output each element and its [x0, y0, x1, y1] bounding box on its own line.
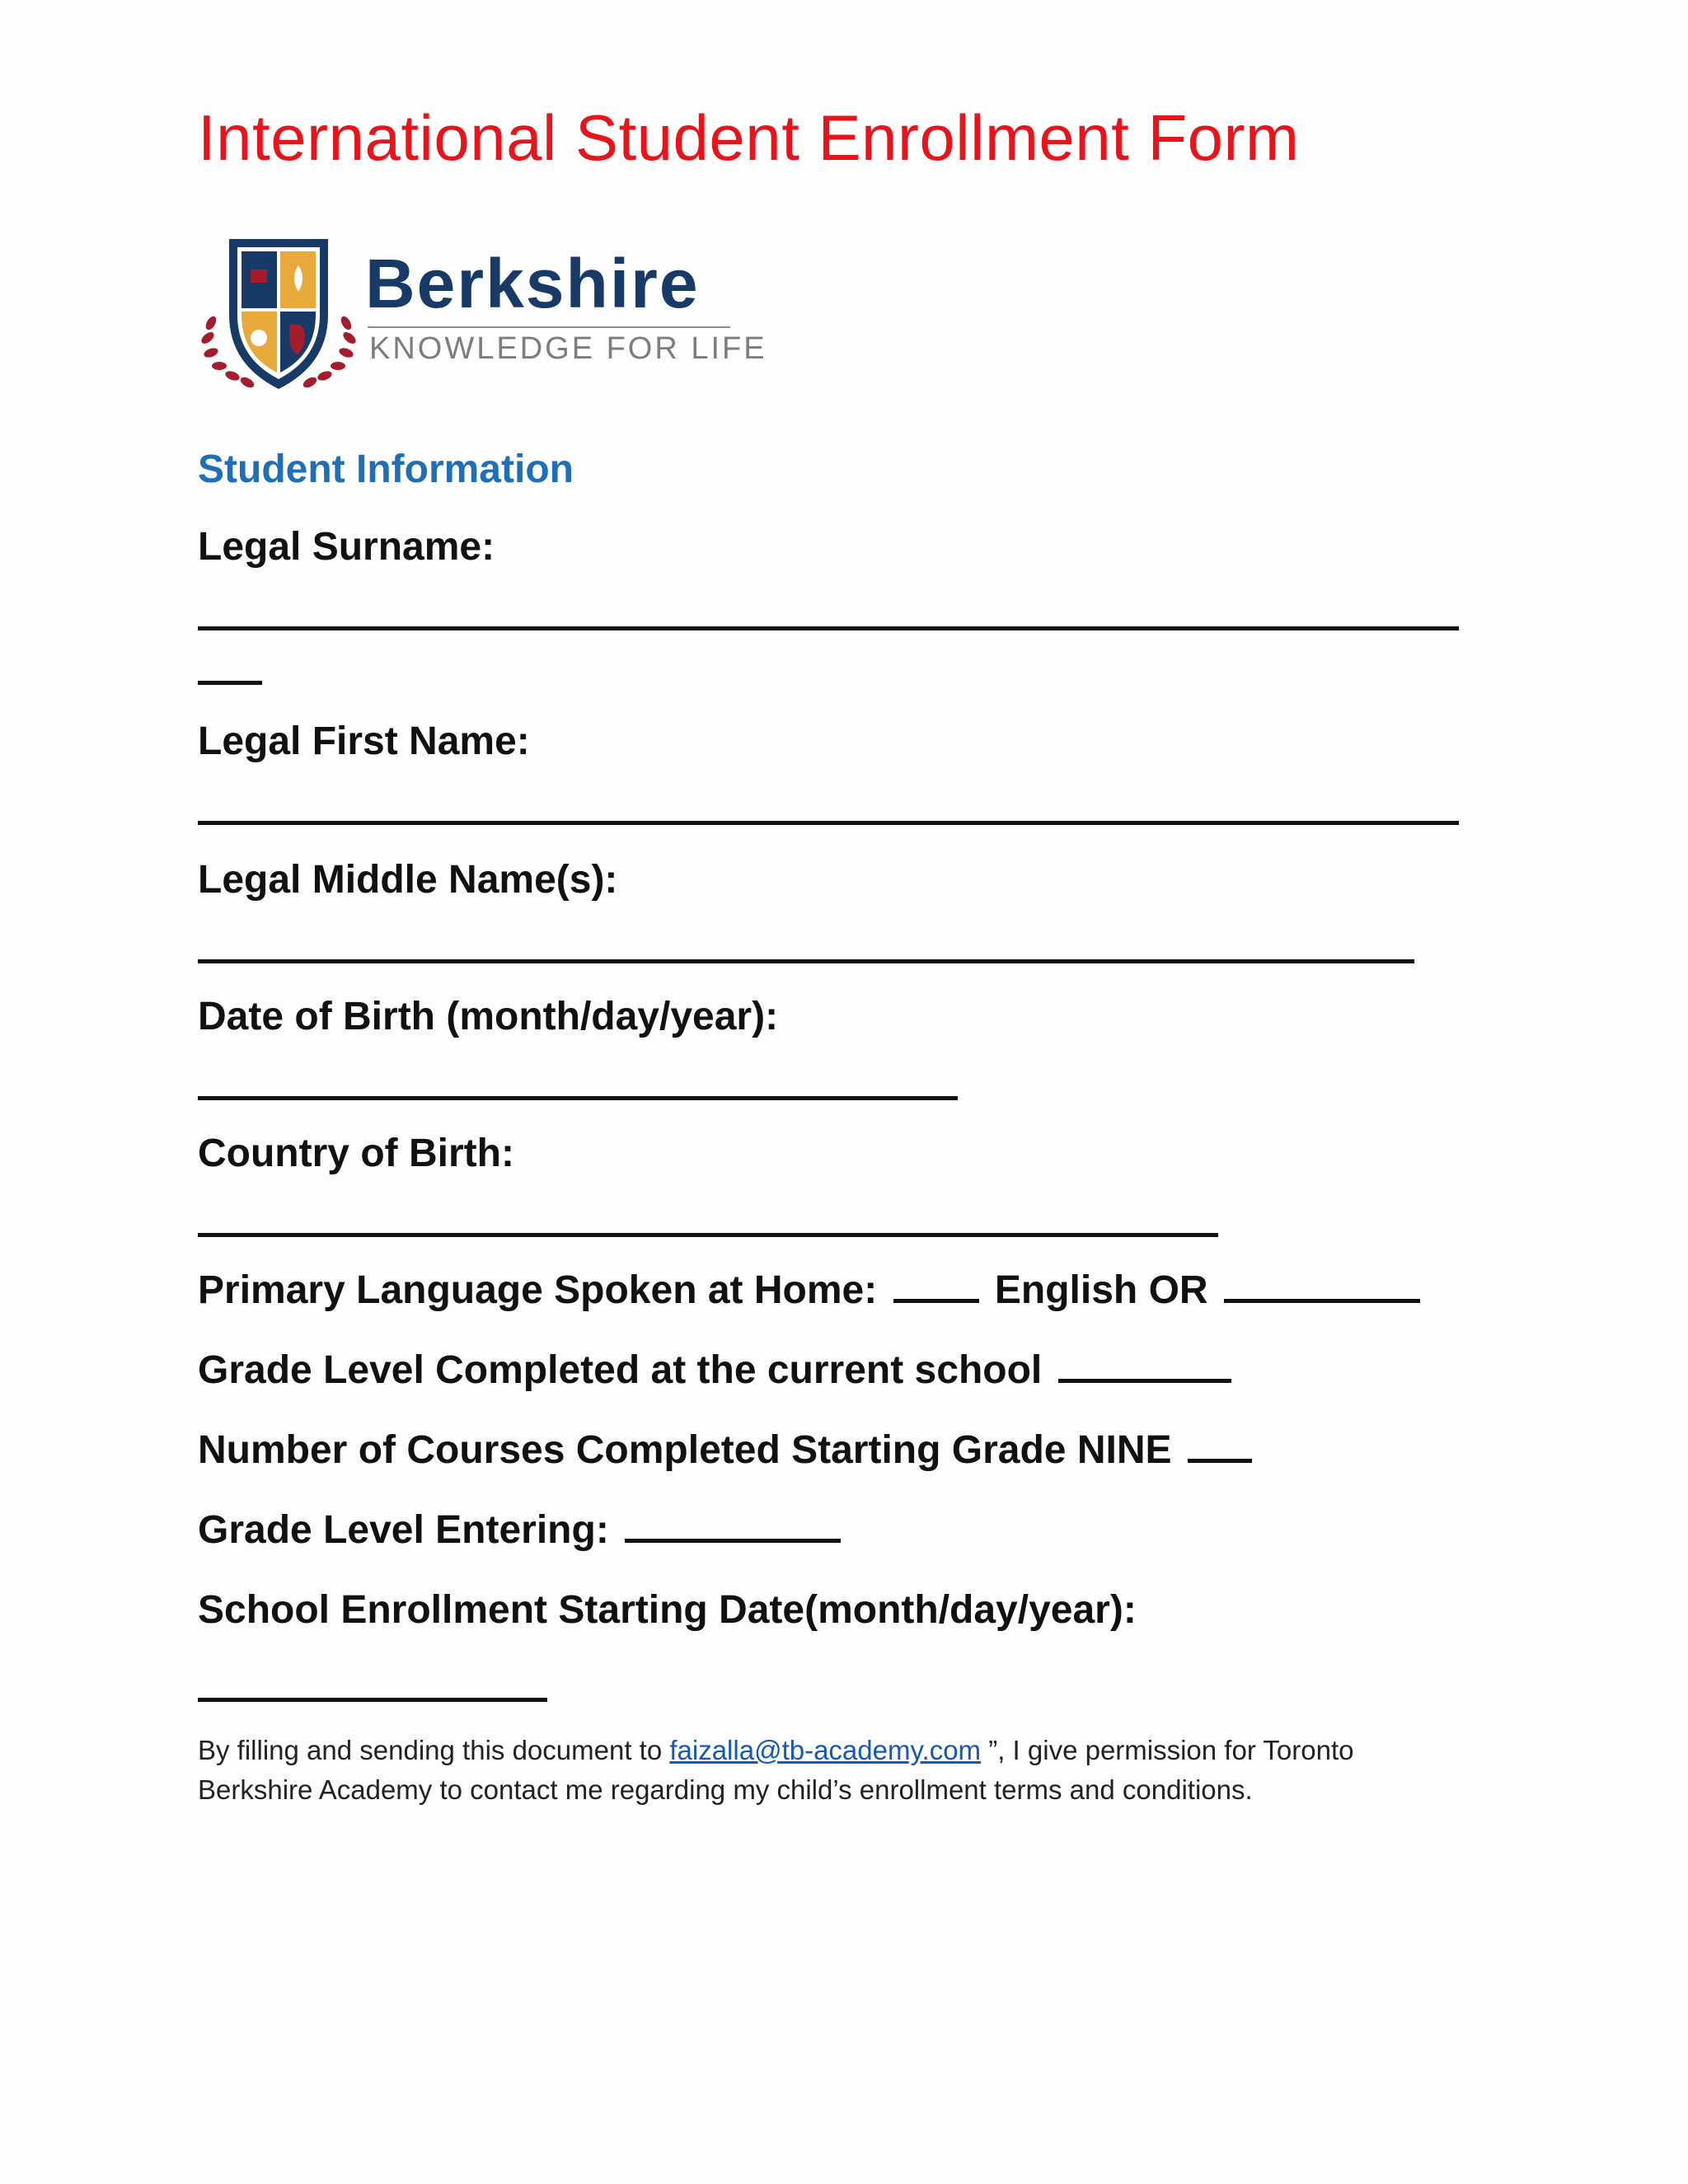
- enrollment-start-date-label: School Enrollment Starting Date(month/day/year):: [198, 1588, 1137, 1632]
- date-of-birth-line[interactable]: [198, 1096, 958, 1100]
- legal-first-name-label: Legal First Name:: [198, 719, 530, 763]
- logo-tagline: KNOWLEDGE FOR LIFE: [369, 331, 767, 366]
- primary-language-label: Primary Language Spoken at Home:: [198, 1268, 878, 1312]
- country-of-birth-label: Country of Birth:: [198, 1132, 514, 1175]
- other-language-blank[interactable]: [1224, 1299, 1420, 1303]
- courses-completed-blank[interactable]: [1188, 1459, 1252, 1463]
- section-heading: Student Information: [198, 448, 574, 491]
- english-option-label: English OR: [994, 1268, 1208, 1312]
- legal-surname-line-continued[interactable]: [198, 681, 262, 685]
- grade-entering-label: Grade Level Entering:: [198, 1508, 609, 1552]
- english-checkbox-blank[interactable]: [893, 1299, 979, 1303]
- grade-completed-label: Grade Level Completed at the current school: [198, 1348, 1043, 1392]
- courses-completed-row: [198, 1427, 1257, 1473]
- consent-text-after: ”, I give permission for Toronto Berkshire Academy to contact me regarding my child’s enrollment terms and conditions.: [198, 1735, 1354, 1805]
- country-of-birth-line[interactable]: [198, 1233, 1218, 1237]
- primary-language-row: [198, 1268, 1425, 1313]
- grade-entering-row: [198, 1507, 846, 1553]
- legal-first-name-line[interactable]: [198, 821, 1459, 825]
- courses-completed-label: Number of Courses Completed Starting Grade NINE: [198, 1428, 1172, 1472]
- legal-surname-line[interactable]: [198, 626, 1459, 630]
- berkshire-logo: [196, 232, 767, 397]
- grade-completed-row: [198, 1347, 1236, 1393]
- page-title: International Student Enrollment Form: [198, 101, 1300, 174]
- consent-text-before: By filling and sending this document to: [198, 1735, 670, 1765]
- legal-middle-names-line[interactable]: [198, 959, 1414, 963]
- contact-email-link[interactable]: faizalla@tb-academy.com: [669, 1735, 982, 1765]
- date-of-birth-label: Date of Birth (month/day/year):: [198, 995, 779, 1038]
- legal-surname-label: Legal Surname:: [198, 525, 495, 569]
- consent-note: [198, 1731, 1467, 1810]
- enrollment-start-date-line[interactable]: [198, 1698, 547, 1702]
- logo-wordmark: Berkshire: [365, 245, 700, 322]
- crest-icon: [196, 232, 361, 397]
- legal-middle-names-label: Legal Middle Name(s):: [198, 858, 618, 902]
- grade-completed-blank[interactable]: [1058, 1379, 1231, 1383]
- logo-divider: [368, 326, 730, 328]
- grade-entering-blank[interactable]: [625, 1539, 841, 1543]
